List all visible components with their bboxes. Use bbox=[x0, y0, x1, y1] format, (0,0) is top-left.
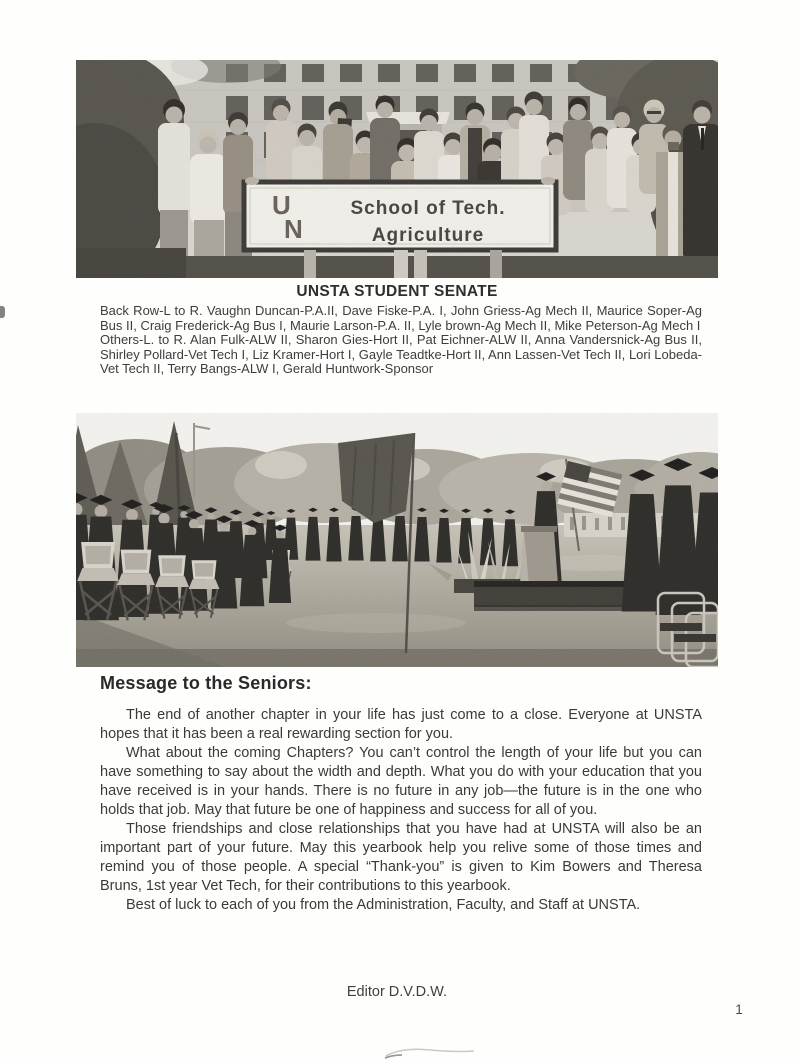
film-grain bbox=[76, 413, 718, 667]
caption-others: Others-L. to R. Alan Fulk-ALW II, Sharon Gies-Hort II, Pat Eichner-ALW II, Anna Vandersnick-Ag Bus II, Shirley Pollard-Vet Tech I, Liz Kramer-Hort I, Gayle Teadtke-Hort II, Ann Lassen-Vet Tech II, Lori Lobeda-Vet Tech II, Terry Bangs-ALW I, Gerald Huntwork-Sponsor bbox=[100, 332, 702, 377]
film-grain bbox=[76, 60, 718, 278]
scan-edge-mark bbox=[0, 306, 5, 318]
message-body bbox=[100, 706, 702, 915]
caption-back-row: Back Row-L to R. Vaughn Duncan-P.A.II, Dave Fiske-P.A. I, John Griess-Ag Mech II, Maurice Soper-Ag Bus II, Craig Frederick-Ag Bus I, Maurie Larson-P.A. II, Lyle brown-Ag Mech II, Mike Peterson-Ag Mech I bbox=[100, 303, 702, 333]
message-heading: Message to the Seniors: bbox=[100, 673, 312, 693]
message-paragraph-4: Best of luck to each of you from the Administration, Faculty, and Staff at UNSTA. bbox=[126, 897, 641, 913]
scan-smudge bbox=[382, 1044, 478, 1060]
message-paragraph-3: Those friendships and close relationships that you have had at UNSTA will also be an important part of your future. May this yearbook help you relive some of those times and remind you of those people. A special “Thank-you” is given to Kim Bowers and Theresa Bruns, 1st year Vet Tech, for their contributions to this yearbook. bbox=[100, 821, 702, 894]
sign-line1: School of Tech. bbox=[350, 198, 506, 219]
photo-caption-title: UNSTA STUDENT SENATE bbox=[296, 283, 498, 300]
student-senate-photo bbox=[76, 60, 718, 278]
sign-line2: Agriculture bbox=[371, 225, 485, 246]
message-paragraph-1: The end of another chapter in your life has just come to a close. Everyone at UNSTA hopes that it has been a real rewarding section for you. bbox=[100, 707, 702, 742]
sign-logo-n: N bbox=[284, 214, 303, 244]
graduation-photo bbox=[76, 413, 718, 667]
page-number: 1 bbox=[735, 1002, 743, 1017]
sign-logo-u: U bbox=[272, 190, 291, 220]
message-paragraph-2: What about the coming Chapters? You can’t control the length of your life but you can have something to say about the width and depth. What you do with your education that you have received is in your hands. There is no future in any job—the future is in the one who holds that job. May that future be one of happiness and success for all of you. bbox=[100, 745, 702, 818]
photo-caption-names bbox=[100, 304, 702, 377]
editor-signature: Editor D.V.D.W. bbox=[346, 984, 448, 1000]
